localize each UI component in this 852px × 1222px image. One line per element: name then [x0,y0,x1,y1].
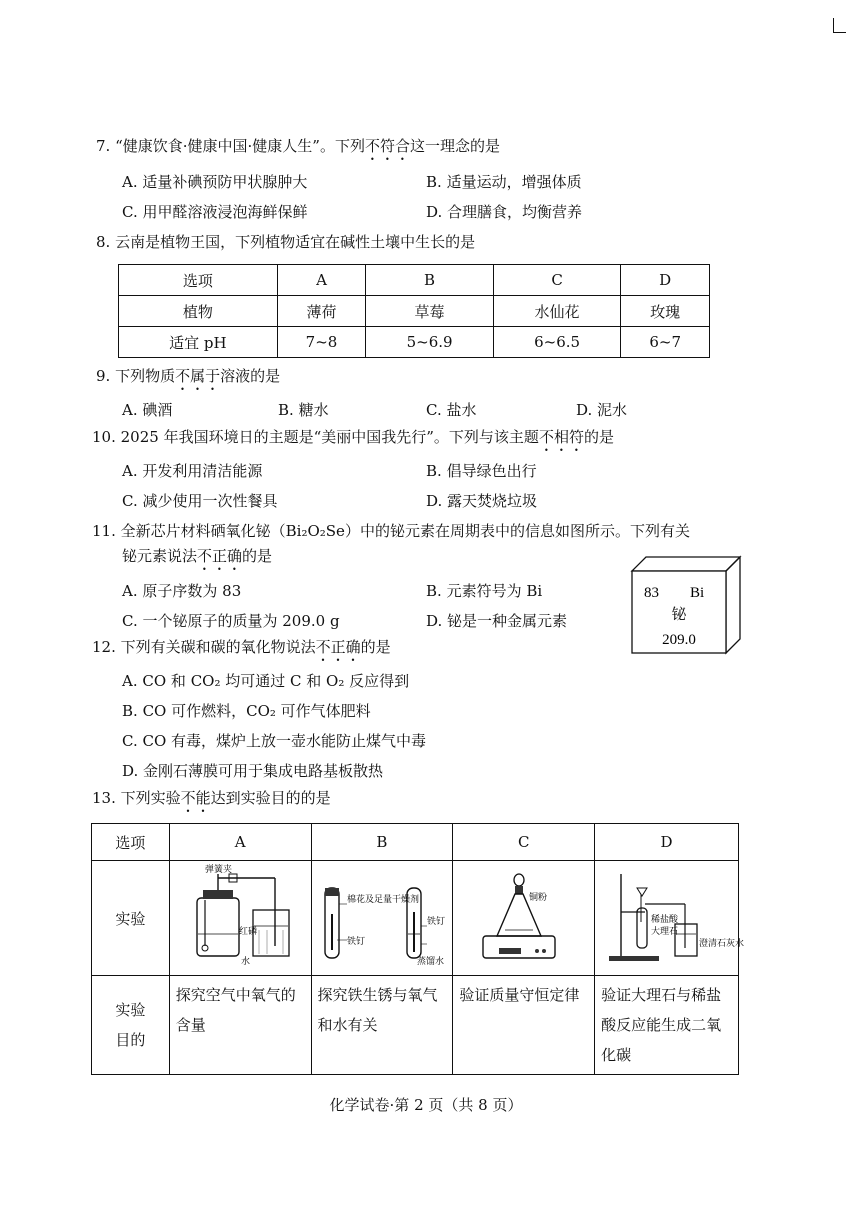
experiment-b-diagram [317,864,447,968]
table-cell: 植物 [119,296,278,327]
question-number: 12. [92,638,116,656]
purpose-a: 探究空气中氧气的含量 [169,976,311,1075]
question-8 [96,232,475,252]
experiment-a-cell [169,861,311,976]
label-marble: 大理石 [650,927,678,937]
option-10b: B. 倡导绿色出行 [426,462,537,480]
experiment-d-diagram [601,864,744,968]
question-stem: 下列有关碳和碳的氧化物说法 [120,638,316,656]
table-cell: 实验 [92,861,170,976]
purpose-b: 探究铁生锈与氧气和水有关 [311,976,453,1075]
label-copper-powder: 铜粉 [528,893,547,903]
question-stem-end: 的是 [583,428,614,446]
table-cell: D [621,265,710,296]
experiment-table [91,823,744,1075]
ph-table [118,264,710,358]
question-number: 10. [92,428,116,446]
question-stem: 2025 年我国环境日的主题是“美丽中国我先行”。下列与该主题 [120,428,539,446]
emphasis-text: 不符合 [364,137,410,155]
option-12d: D. 金刚石薄膜可用于集成电路基板散热 [122,762,384,780]
table-cell: B [366,265,494,296]
label-water: 水 [241,957,251,967]
question-stem-end: 溶液的是 [220,367,281,385]
table-cell: 草莓 [366,296,494,327]
question-stem-end: 达到实验目的的是 [210,789,331,807]
option-11c: C. 一个铋原子的质量为 209.0 g [122,612,340,630]
table-cell: C [493,265,621,296]
label-iron-nail-1: 铁钉 [346,937,365,947]
question-7 [96,136,500,164]
label-cotton-desiccant: 棉花及足量干燥剂 [346,895,419,905]
label-spring-clamp: 弹簧夹 [205,865,233,875]
question-11 [92,521,690,541]
table-cell: 适宜 pH [119,327,278,358]
label-red-phosphorus: 红磷 [239,927,258,937]
table-cell: 6~7 [621,327,710,358]
emphasis-text: 不相符 [538,428,584,446]
option-12a: A. CO 和 CO₂ 均可通过 C 和 O₂ 反应得到 [122,672,410,690]
table-cell: A [277,265,366,296]
option-9a: A. 碘酒 [122,401,173,419]
table-cell: 薄荷 [277,296,366,327]
question-stem-end: 的是 [242,547,273,565]
table-cell: 水仙花 [493,296,621,327]
purpose-d: 验证大理石与稀盐酸反应能生成二氧化碳 [595,976,739,1075]
experiment-b-cell [311,861,453,976]
question-stem: 云南是植物王国，下列植物适宜在碱性土壤中生长的是 [115,233,476,251]
experiment-c-cell [453,861,595,976]
option-11d: D. 铋是一种金属元素 [426,612,568,630]
table-cell: 选项 [92,824,170,861]
emphasis-text: 不正确 [197,547,243,565]
table-cell: D [595,824,739,861]
element-symbol: Bi [690,585,705,601]
question-number: 13. [92,789,116,807]
option-7d: D. 合理膳食，均衡营养 [426,203,583,221]
option-10a: A. 开发利用清洁能源 [122,462,263,480]
question-stem: 下列实验 [120,789,181,807]
label-distilled-water: 蒸馏水 [416,957,444,967]
experiment-c-diagram [459,864,589,968]
purpose-c: 验证质量守恒定律 [453,976,595,1075]
table-cell: B [311,824,453,861]
option-10c: C. 减少使用一次性餐具 [122,492,278,510]
question-stem: 铋元素说法 [122,547,198,565]
option-10d: D. 露天焚烧垃圾 [426,492,538,510]
label-dilute-hcl: 稀盐酸 [650,915,678,925]
question-stem-end: 的是 [360,638,391,656]
table-cell: 6~6.5 [493,327,621,358]
option-11a: A. 原子序数为 83 [122,582,242,600]
page-footer: 化学试卷·第 2 页（共 8 页） [329,1096,523,1114]
page-corner-mark [833,18,846,33]
question-10 [92,427,614,455]
emphasis-text: 不能 [180,789,211,807]
element-name: 铋 [671,605,687,623]
table-cell: C [453,824,595,861]
option-9c: C. 盐水 [426,401,477,419]
question-12 [92,637,391,665]
emphasis-text: 不属于 [175,367,221,385]
experiment-a-diagram [175,864,305,968]
option-12c: C. CO 有毒，煤炉上放一壶水能防止煤气中毒 [122,732,427,750]
option-9d: D. 泥水 [576,401,628,419]
question-stem-end: 这一理念的是 [409,137,500,155]
table-cell: A [169,824,311,861]
option-11b: B. 元素符号为 Bi [426,582,543,600]
atomic-mass: 209.0 [662,632,696,648]
label-iron-nail-2: 铁钉 [426,917,445,927]
experiment-d-cell [595,861,744,976]
table-cell: 选项 [119,265,278,296]
table-cell: 5~6.9 [366,327,494,358]
question-number: 11. [92,522,116,540]
option-7c: C. 用甲醛溶液浸泡海鲜保鲜 [122,203,308,221]
element-card-bismuth [632,557,740,653]
question-number: 7. [96,137,111,155]
emphasis-text: 不正确 [315,638,361,656]
atomic-number: 83 [644,585,659,601]
question-9 [96,366,280,394]
option-12b: B. CO 可作燃料，CO₂ 可作气体肥料 [122,702,371,720]
label-limewater: 澄清石灰水 [698,939,744,949]
option-9b: B. 糖水 [278,401,329,419]
table-cell: 实验目的 [92,976,170,1075]
question-stem: 全新芯片材料硒氧化铋（Bi₂O₂Se）中的铋元素在周期表中的信息如图所示。下列有关 [120,522,690,540]
question-number: 9. [96,367,111,385]
question-13 [92,788,331,816]
option-7b: B. 适量运动，增强体质 [426,173,582,191]
table-cell: 玫瑰 [621,296,710,327]
question-number: 8. [96,233,111,251]
question-11-line2 [122,546,272,574]
table-cell: 7~8 [277,327,366,358]
question-stem: “健康饮食·健康中国·健康人生”。下列 [115,137,365,155]
option-7a: A. 适量补碘预防甲状腺肿大 [122,173,308,191]
question-stem: 下列物质 [115,367,176,385]
